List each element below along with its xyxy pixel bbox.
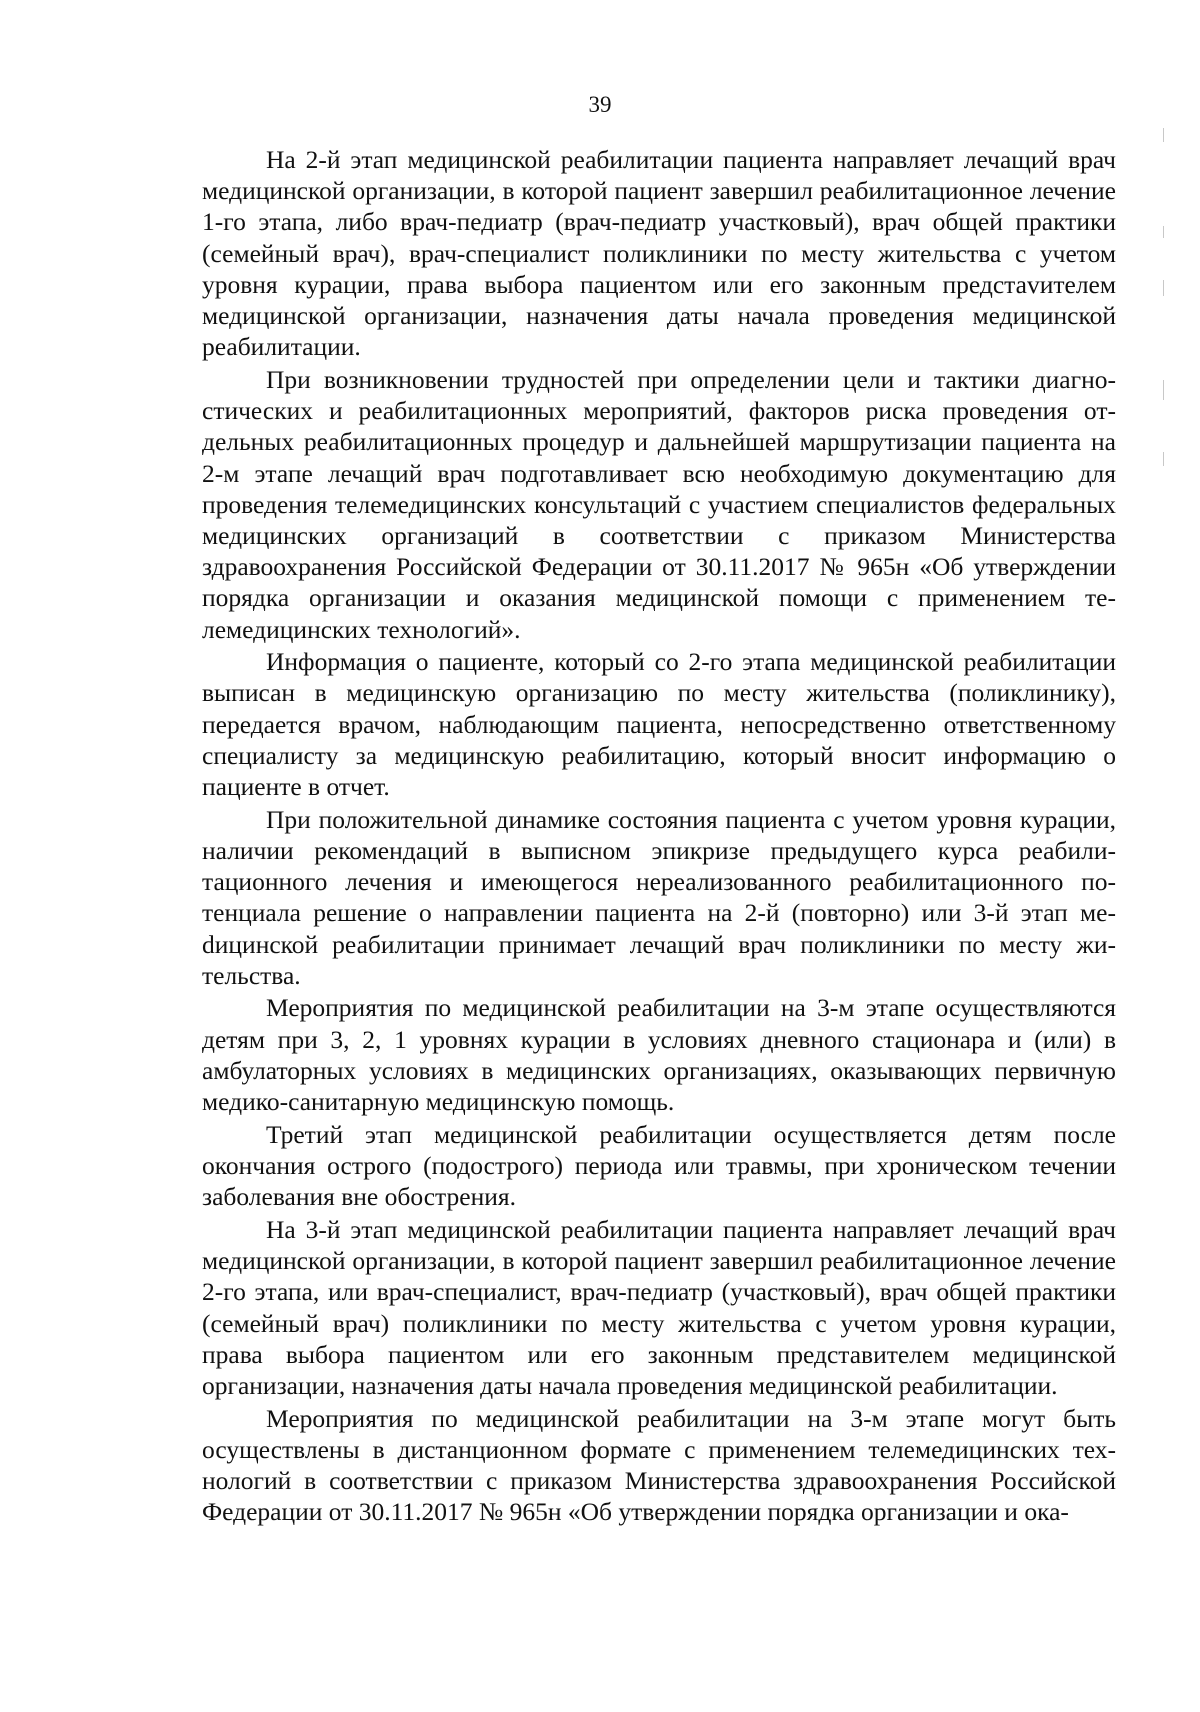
paragraph: Информация о пациенте, который со 2-го этапа медицинской реабилитации выписан в медицинскую организацию по месту жительства (поликлинику), передается врачом, наблюдающим пациента, непосредственно ответственному специалисту за медицинскую реабилитацию, который вносит информацию о пациенте в отчет. — [202, 647, 1116, 802]
paragraph: При возникновении трудностей при определении цели и тактики диагностических и реабилитационных мероприятий, факторов риска проведения отдельных реабилитационных процедур и дальнейшей маршрутизации пациента на 2-м этапе лечащий врач подготавливает всю необходимую документацию для проведения телемедицинских консультаций с участием специалистов федеральных медицинских организаций в соответствии с приказом Министерства здравоохранения Российской Федерации от 30.11.2017 № 965н «Об утверждении порядка организации и оказания медицинской помощи с применением телемедицинских технологий». — [202, 364, 1116, 644]
paragraph: На 3-й этап медицинской реабилитации пациента направляет лечащий врач медицинской организации, в которой пациент завершил реабилитационное лечение 2-го этапа, или врач-специалист, врач-педиатр (участковый), врач общей практики (семейный врач) поликлиники по месту жительства с учетом уровня курации, права выбора пациентом или его законным представителем медицинской организации, назначения даты начала проведения медицинской реабилитации. — [202, 1214, 1116, 1400]
scan-edge-mark — [1163, 452, 1164, 466]
scan-edge-mark — [1163, 226, 1164, 238]
scan-edge-mark — [1163, 128, 1164, 142]
paragraph: При положительной динамике состояния пациента с учетом уровня курации, наличии рекомендаций в выписном эпикризе предыдущего курса реабилитационного лечения и имеющегося нереализованного реабилитационного потенциала решение о направлении пациента на 2-й (повторно) или 3-й этап меdицинской реабилитации принимает лечащий врач поликлиники по месту жительства. — [202, 804, 1116, 990]
paragraph: На 2-й этап медицинской реабилитации пациента направляет лечащий врач медицинской организации, в которой пациент завершил реабилитационное лечение 1-го этапа, либо врач-педиатр (врач-педиатр участковый), врач общей практики (семейный врач), врач-специалист поликлиники по месту жительства с учетом уровня курации, права выбора пациентом или его законным предстаvителем медицинской организации, назначения даты начала проведения медицинской реабилитации. — [202, 145, 1116, 362]
scan-edge-mark — [1163, 380, 1164, 400]
paragraph: Третий этап медицинской реабилитации осуществляется детям после окончания острого (подострого) периода или травмы, при хроническом течении заболевания вне обострения. — [202, 1119, 1116, 1212]
scan-edge-mark — [1163, 280, 1164, 296]
paragraph: Мероприятия по медицинской реабилитации на 3-м этапе осуществляются детям при 3, 2, 1 уровнях курации в условиях дневного стационара и (или) в амбулаторных условиях в медицинских организациях, оказывающих первичную медико-санитарную медицинскую помощь. — [202, 993, 1116, 1117]
page-number: 39 — [588, 92, 612, 117]
body-text — [202, 144, 1116, 1529]
paragraph: Мероприятия по медицинской реабилитации на 3-м этапе могут быть осуществлены в дистанционном формате с применением телемедицинских технологий в соответствии с приказом Министерства здравоохранения Российской Федерации от 30.11.2017 № 965н «Об утверждении порядка организации и ока- — [202, 1403, 1116, 1527]
